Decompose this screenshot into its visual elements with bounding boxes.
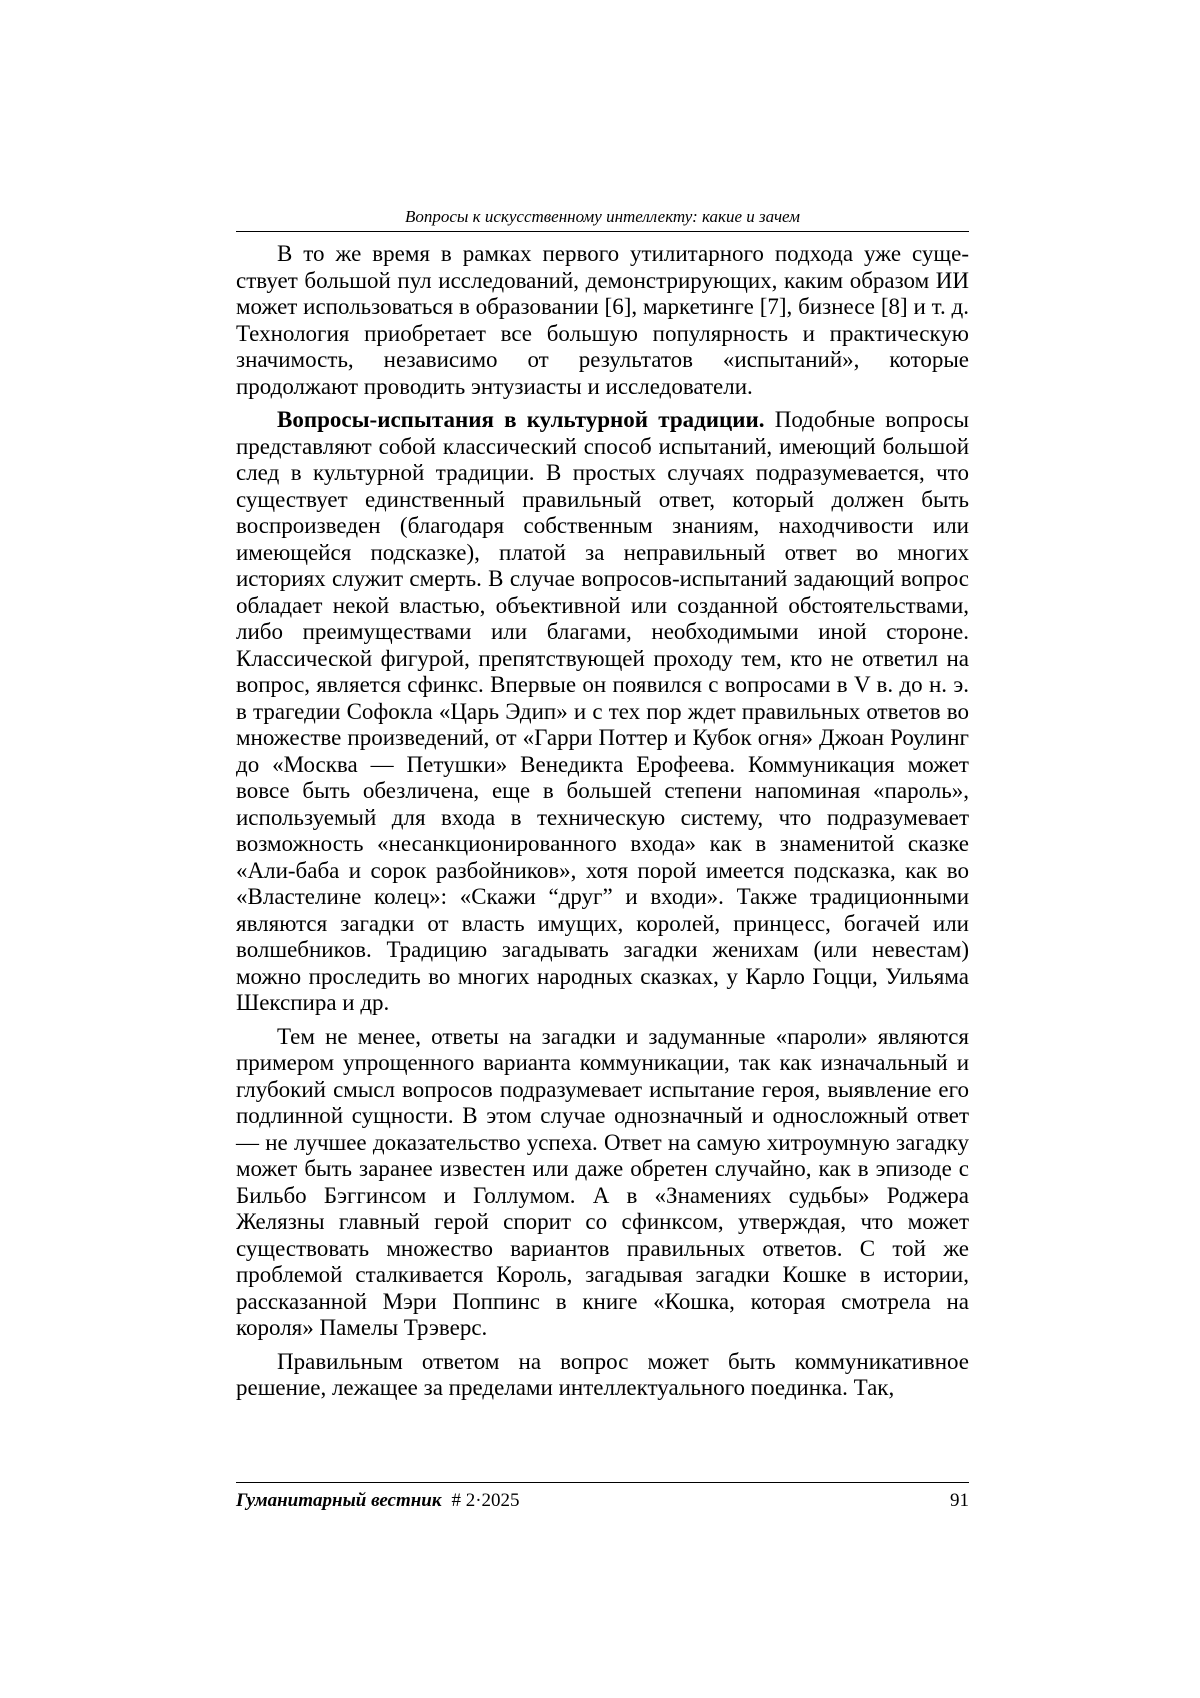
paragraph-1 [236, 241, 969, 400]
paragraph-4 [236, 1349, 969, 1402]
article-body [236, 241, 969, 1402]
paragraph-3 [236, 1024, 969, 1342]
running-head: Вопросы к искусственному интеллекту: какие и зачем [236, 206, 969, 232]
issue-number: # 2·2025 [451, 1490, 520, 1511]
paragraph-text: Подобные вопросы представляют собой классический способ испытаний, имеющий большой след в культурной традиции. В простых случаях подразумевается, что существует единственный правильный ответ, который должен быть воспроизведен (благодаря собственным знаниям, находчивости или имеющейся подсказке), платой за неправильный ответ во многих историях служит смерть. В случае вопросов-испытаний задающий вопрос обладает некой властью, объективной или созданной обстоятельствами, либо преимуществами или благами, необходимыми иной стороне. Классической фигурой, препятствующей проходу тем, кто не ответил на вопрос, является сфинкс. Впервые он появился с вопросами в V в. до н. э. в трагедии Софокла «Царь Эдип» и с тех пор ждет правильных ответов во множестве произведений, от «Гарри Поттер и Кубок огня» Джоан Роулинг до «Москва — Петушки» Венедикта Ерофеева. Коммуникация может вовсе быть обезличена, еще в большей степени напоминая «пароль», используемый для входа в техническую систему, что подразумевает возможность «несанкционированного входа» как в знаменитой сказке «Али-баба и сорок разбойников», хотя порой имеется подсказка, как во «Властелине колец»: «Скажи “друг” и входи». Также традиционными являются загадки от власть имущих, королей, принцесс, богачей или волшебников. Традицию загадывать загадки женихам (или невестам) можно проследить во многих народных сказках, у Карло Гоцци, Уильяма Шекспира и др. [236, 407, 969, 1015]
journal-title: Гуманитарный вестник [236, 1490, 442, 1511]
page-number: 91 [950, 1490, 969, 1511]
paragraph-text: В то же время в рамках первого утилитарного подхода уже существует большой пул исследований, демонстрирующих, каким образом ИИ может использоваться в образовании [6], маркетинге [7], бизнесе [8] и т. д. Технология приобретает все большую популярность и практическую значимость, независимо от результатов «испытаний», которые продолжают проводить энтузиасты и исследователи. [236, 241, 969, 399]
page-footer [236, 1482, 969, 1513]
paragraph-text: Тем не менее, ответы на загадки и задуманные «пароли» являются примером упрощенного варианта коммуникации, так как изначальный и глубокий смысл вопросов подразумевает испытание героя, выявление его подлинной сущности. В этом случае однозначный и односложный ответ — не лучшее доказательство успеха. Ответ на самую хитроумную загадку может быть заранее известен или даже обретен случайно, как в эпизоде с Бильбо Бэггинсом и Голлумом. А в «Знамениях судьбы» Роджера Желязны главный герой спорит со сфинксом, утверждая, что может существовать множество вариантов правильных ответов. С той же проблемой сталкивается Король, загадывая загадки Кошке в истории, рассказанной Мэри Поппинс в книге «Кошка, которая смотрела на короля» Памелы Трэверс. [236, 1023, 969, 1340]
footer-left [236, 1489, 520, 1513]
paragraph-text: Правильным ответом на вопрос может быть коммуникативное решение, лежащее за пределами интеллектуального поединка. Так, [236, 1348, 969, 1400]
section-lead-heading: Вопросы-испытания в культурной традиции. [277, 407, 765, 432]
paragraph-2 [236, 407, 969, 1017]
